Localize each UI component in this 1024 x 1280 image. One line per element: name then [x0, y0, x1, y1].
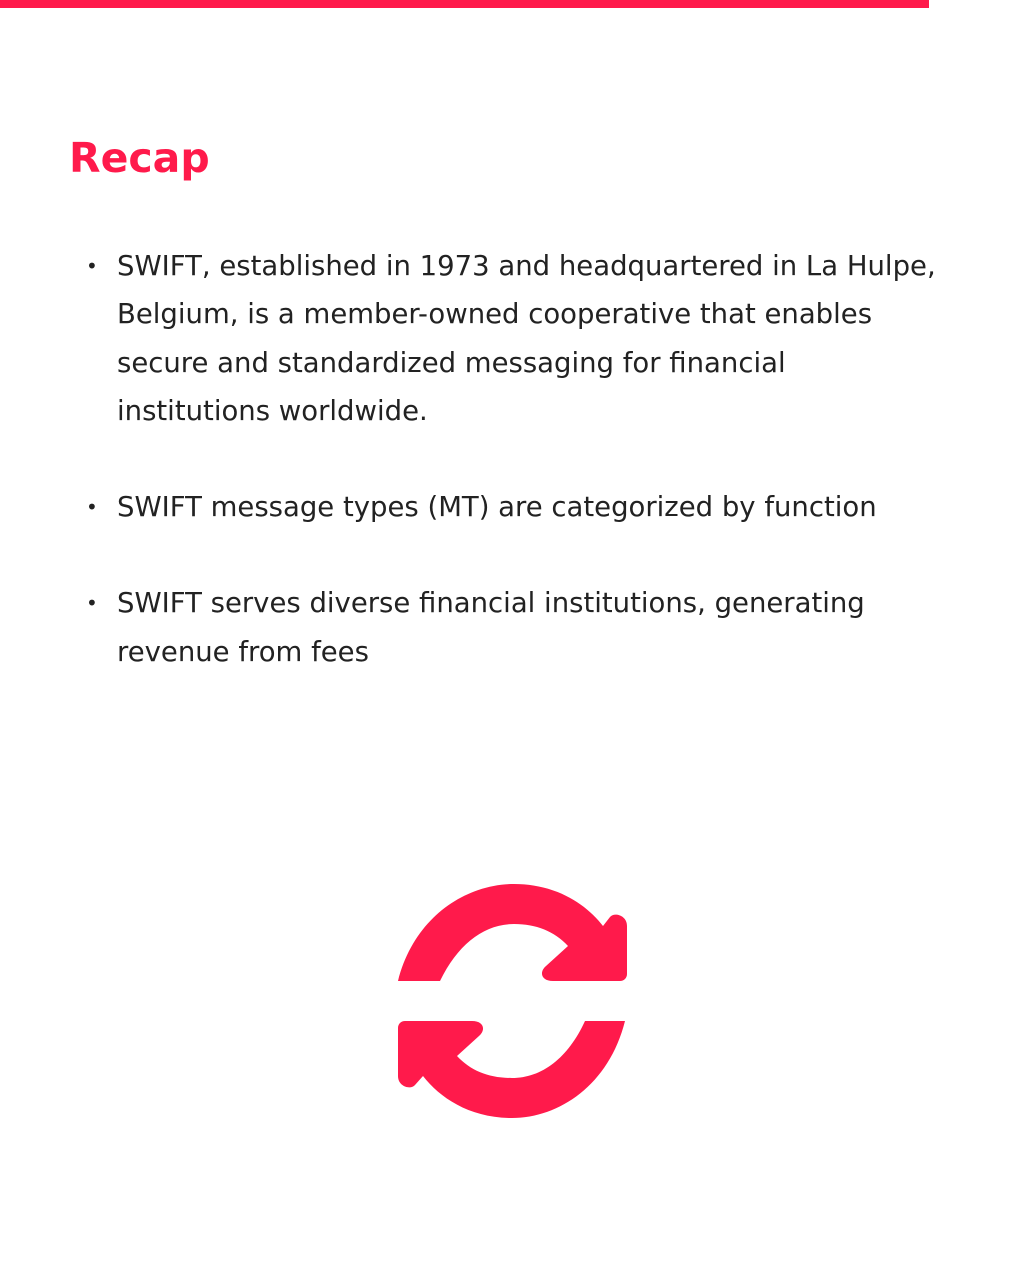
refresh-icon: [396, 884, 629, 1120]
bullet-text: SWIFT, established in 1973 and headquartered in La Hulpe, Belgium, is a member-owned cooperative that enables secure and standardized messaging for financial institutions worldwide.: [117, 250, 936, 427]
list-item: [86, 242, 946, 435]
page-title: Recap: [69, 134, 210, 182]
list-item: [86, 579, 946, 676]
list-item: [86, 483, 946, 531]
bullet-dot: •: [86, 254, 98, 278]
recap-list: [86, 242, 946, 724]
bullet-dot: •: [86, 495, 98, 520]
top-accent-bar: [0, 0, 929, 8]
bullet-dot: •: [86, 591, 98, 616]
bullet-text: SWIFT serves diverse financial institutions, generating revenue from fees: [117, 587, 865, 668]
bullet-text: SWIFT message types (MT) are categorized by function: [117, 491, 877, 524]
